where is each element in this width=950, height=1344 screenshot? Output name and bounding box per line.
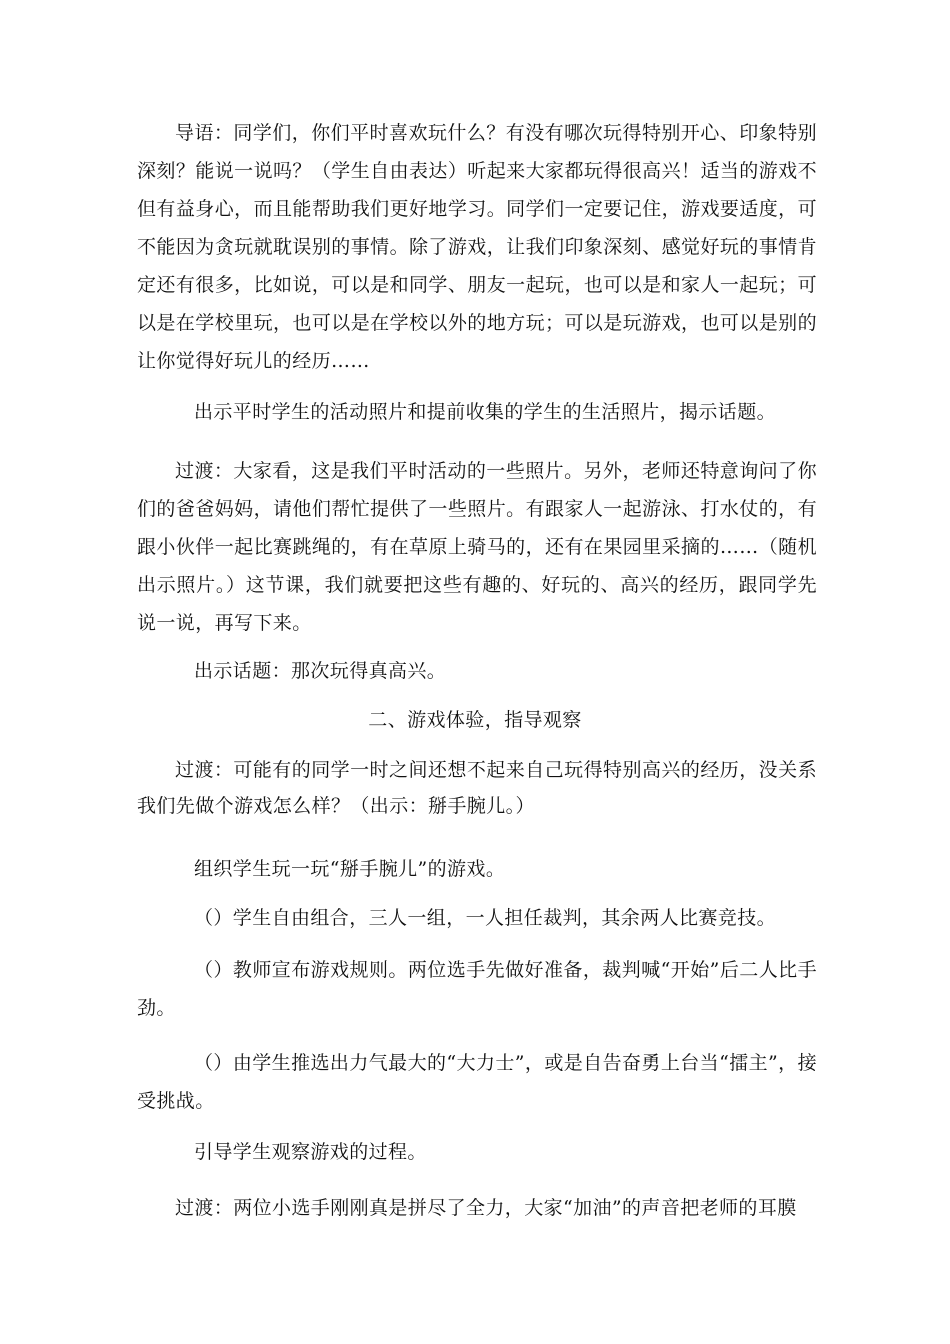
show-topic-paragraph: 出示话题：那次玩得真高兴。 bbox=[194, 660, 447, 682]
transition-paragraph-2: 过渡：可能有的同学一时之间还想不起来自己玩得特别高兴的经历，没关系我们先做个游戏怎么样？（出示：掰手腕儿。） bbox=[137, 759, 817, 817]
transition-paragraph-1: 过渡：大家看，这是我们平时活动的一些照片。另外，老师还特意询问了你们的爸爸妈妈，请他们帮忙提供了一些照片。有跟家人一起游泳、打水仗的，有跟小伙伴一起比赛跳绳的，有在草原上骑马的，还有在果园里采摘的……（随机出示照片。）这节课，我们就要把这些有趣的、好玩的、高兴的经历，跟同学先说一说，再写下来。 bbox=[137, 460, 817, 634]
show-photos-paragraph: 出示平时学生的活动照片和提前收集的学生的生活照片，揭示话题。 bbox=[194, 401, 777, 423]
intro-paragraph: 导语：同学们，你们平时喜欢玩什么？有没有哪次玩得特别开心、印象特别深刻？能说一说吗？（学生自由表达）听起来大家都玩得很高兴！适当的游戏不但有益身心，而且能帮助我们更好地学习。同学们一定要记住，游戏要适度，可不能因为贪玩就耽误别的事情。除了游戏，让我们印象深刻、感觉好玩的事情肯定还有很多，比如说，可以是和同学、朋友一起玩，也可以是和家人一起玩；可以是在学校里玩，也可以是在学校以外的地方玩；可以是玩游戏，也可以是别的让你觉得好玩儿的经历…… bbox=[137, 122, 817, 372]
section-heading: 二、游戏体验，指导观察 bbox=[368, 709, 582, 731]
game-step-1: （）学生自由组合，三人一组，一人担任裁判，其余两人比赛竞技。 bbox=[194, 907, 777, 929]
transition-paragraph-3: 过渡：两位小选手刚刚真是拼尽了全力，大家“加油”的声音把老师的耳膜 bbox=[175, 1197, 797, 1219]
organize-game-paragraph: 组织学生玩一玩“掰手腕儿”的游戏。 bbox=[194, 858, 506, 880]
guide-observe-paragraph: 引导学生观察游戏的过程。 bbox=[194, 1141, 427, 1163]
game-step-3: （）由学生推选出力气最大的“大力士”，或是自告奋勇上台当“擂主”，接受挑战。 bbox=[137, 1052, 817, 1112]
game-step-2: （）教师宣布游戏规则。两位选手先做好准备，裁判喊“开始”后二人比手劲。 bbox=[137, 959, 817, 1019]
